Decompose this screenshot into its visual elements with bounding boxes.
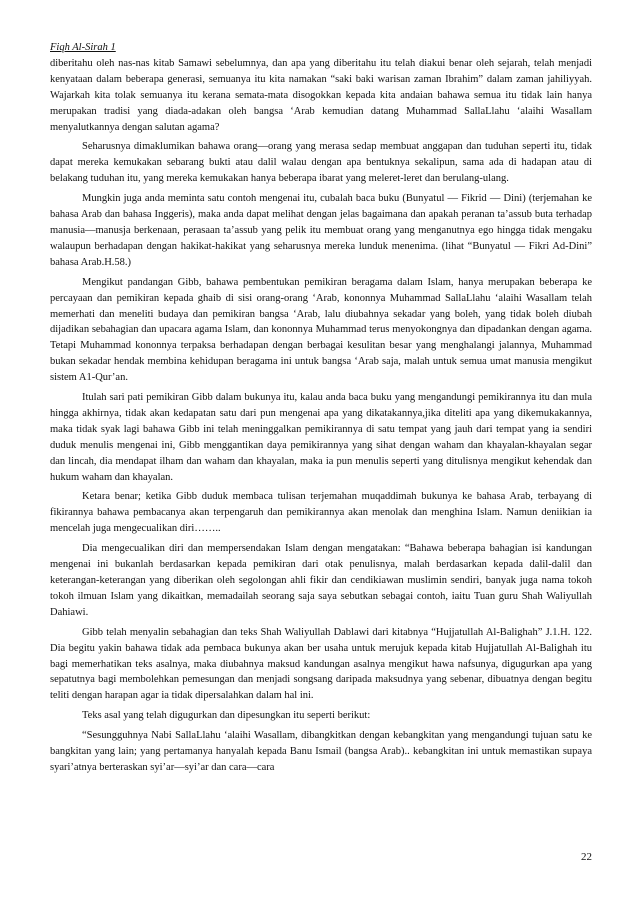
page-content bbox=[50, 40, 592, 780]
paragraph-4: Mengikut pandangan Gibb, bahawa pembentukan pemikiran beragama dalam Islam, hanya merupakan beberapa ke percayaan dan pemikiran kepada ghaib di sisi orang-orang ‘Arab, kononnya Muhammad SallaLlahu ‘alaihi Wasallam telah memerhati dan meneliti budaya dan pemikiran bangsa ‘Arab, lalu diubahnya sekadar yang boleh, yang tidak boleh diubah dijadikan sebahagian dan upacara agama Islam, dan kononnya Muhammad terus menyokongnya dan dipadankan dengan agama. Tetapi Muhammad kononnya terpaksa berhadapan dengan berbagai kesulitan besar yang menghalangi jalannya, Muhammad bukan sekadar hendak membina kehidupan beragama ini untuk bangsa ‘Arab saja, malah untuk semua umat manusia mengikut sistem A1-Qur’an. bbox=[50, 276, 592, 384]
paragraph-5: Itulah sari pati pemikiran Gibb dalam bukunya itu, kalau anda baca buku yang mengandungi pemikirannya itu dan mula hingga akhirnya, tidak akan kedapatan satu dari pun mengenai apa yang dikatakannya,jika diteliti apa yang dikemukakannya, maka tidak syak lagi bahawa Gibb ini telah meninggalkan pemikirannya di satu tempat yang jauh dari tempat yang ia sendiri duduk menulis mengenai ini, Gibb menggantikan daya pemikirannya yang sihat dengan waham dan khayalan-khayalan segar dan lincah, dia mendapat ilham dan waham dan khayalan, maka ia pun menulis seperti yang ditulisnya mengikut kehendak dan hukum waham dan khayalan. bbox=[50, 392, 592, 483]
paragraph-3: Mungkin juga anda meminta satu contoh mengenai itu, cubalah baca buku (Bunyatul — Fikrid — Dini) (terjemahan ke bahasa Arab dan bahasa Inggeris), maka anda dapat melihat dengan jelas bagaimana dan apakah peranan ta’assub buta terhadap manusia—manusja berkenaan, perasaan ta’assub yang pelik itu membuat orang yang menganutnya ego hingga tidak mengaku walaupun berhadapan dengan hakikat-hakikat yang seharusnya mereka lunduk menenima. (lihat “Bunyatul — Fikri Ad-Dini” bahasa Arab.H.58.) bbox=[50, 193, 592, 268]
paragraph-1: diberitahu oleh nas-nas kitab Samawi sebelumnya, dan apa yang diberitahu itu telah diakui benar oleh sejarah, telah menjadi kenyataan dalam beberapa generasi, semuanya itu kita namakan “saki baki warisan zaman Ibrahim” dalam zaman jahiliyyah. Wajarkah kita tolak semuanya itu kerana semata-mata disogokkan kepada kita andaian bahawa semua itu tidak lain hanya merupakan tradisi yang diada-adakan oleh bangsa ‘Arab kemudian datang Muhammad SallaLlahu ‘alaihi Wasallam menyalutkannya dengan salutan agama? bbox=[50, 57, 592, 133]
running-header: Fiqh Al-Sirah 1 bbox=[50, 42, 116, 53]
paragraph-10: “Sesungguhnya Nabi SallaLlahu ‘alaihi Wasallam, dibangkitkan dengan kebangkitan yang mengandungi tujuan satu ke bangkitan yang lain; yang pertamanya hanyalah kepada Banu Ismail (bangsa Arab).. kebangkitan ini untuk memastikan supaya syari’atnya berteraskan syi’ar—syi’ar dan cara—cara bbox=[50, 730, 592, 773]
paragraph-7: Dia mengecualikan diri dan mempersendakan Islam dengan mengatakan: “Bahawa beberapa bahagian isi kandungan mengenai ini bukanlah berdasarkan kepada pemikiran dari otak penulisnya, malah berdasarkan kepada dalil-dalil dan keterangan-keterangan yang diberikan oleh segolongan ahli fikir dan cendikiawan muslimin sendiri, banyak juga nama tokoh tokoh ilmuan Islam yang dikaitkan, memadailah seorang saja saya sebutkan sebagai contoh, iaitu Tuan guru Shah Waliyullah Dahiawi. bbox=[50, 543, 592, 618]
paragraph-9: Teks asal yang telah digugurkan dan dipesungkan itu seperti berikut: bbox=[82, 710, 371, 722]
paragraph-6: Ketara benar; ketika Gibb duduk membaca tulisan terjemahan muqaddimah bukunya ke bahasa Arab, terbayang di fikirannya bahawa pembacanya akan terpengaruh dan pemikirannya akan menolak dan menghina Islam. Namun deniikian ia mencelah juga mengecualikan diri…….. bbox=[50, 491, 592, 535]
page-number: 22 bbox=[581, 851, 592, 863]
paragraph-8: Gibb telah menyalin sebahagian dan teks Shah Waliyullah Dablawi dari kitabnya “Hujjatullah Al-Balighah” J.1.H. 122. Dia begitu yakin bahawa tidak ada pembaca bukunya akan ber usaha untuk merujuk kepada kitab Hujjatullah Al-Balighah itu bagi memerhatikan teks asalnya, maka diubahnya maksud kandungan asalnya mengikut hawa nafsunya, digugurkan apa yang sepatutnya bagi membolehkan pemesungan dan menjadi songsang daripada maksudnya yang sebenar, dibuatnya dengan begitu teliti dengan harapan agar ia tidak dipersalahkan dalam hal ini. bbox=[50, 626, 592, 702]
paragraph-2: Seharusnya dimaklumikan bahawa orang—orang yang merasa sedap membuat anggapan dan tuduhan seperti itu, tidak dapat mereka kemukakan sebarang bukti atau dalil walau dengan apa bentuknya sekalipun, sama ada di hadapan atau di belakang tuduhan itu, yang mereka kemukakan hanya beberapa ibarat yang meleret-leret dan berulang-ulang. bbox=[50, 141, 592, 185]
